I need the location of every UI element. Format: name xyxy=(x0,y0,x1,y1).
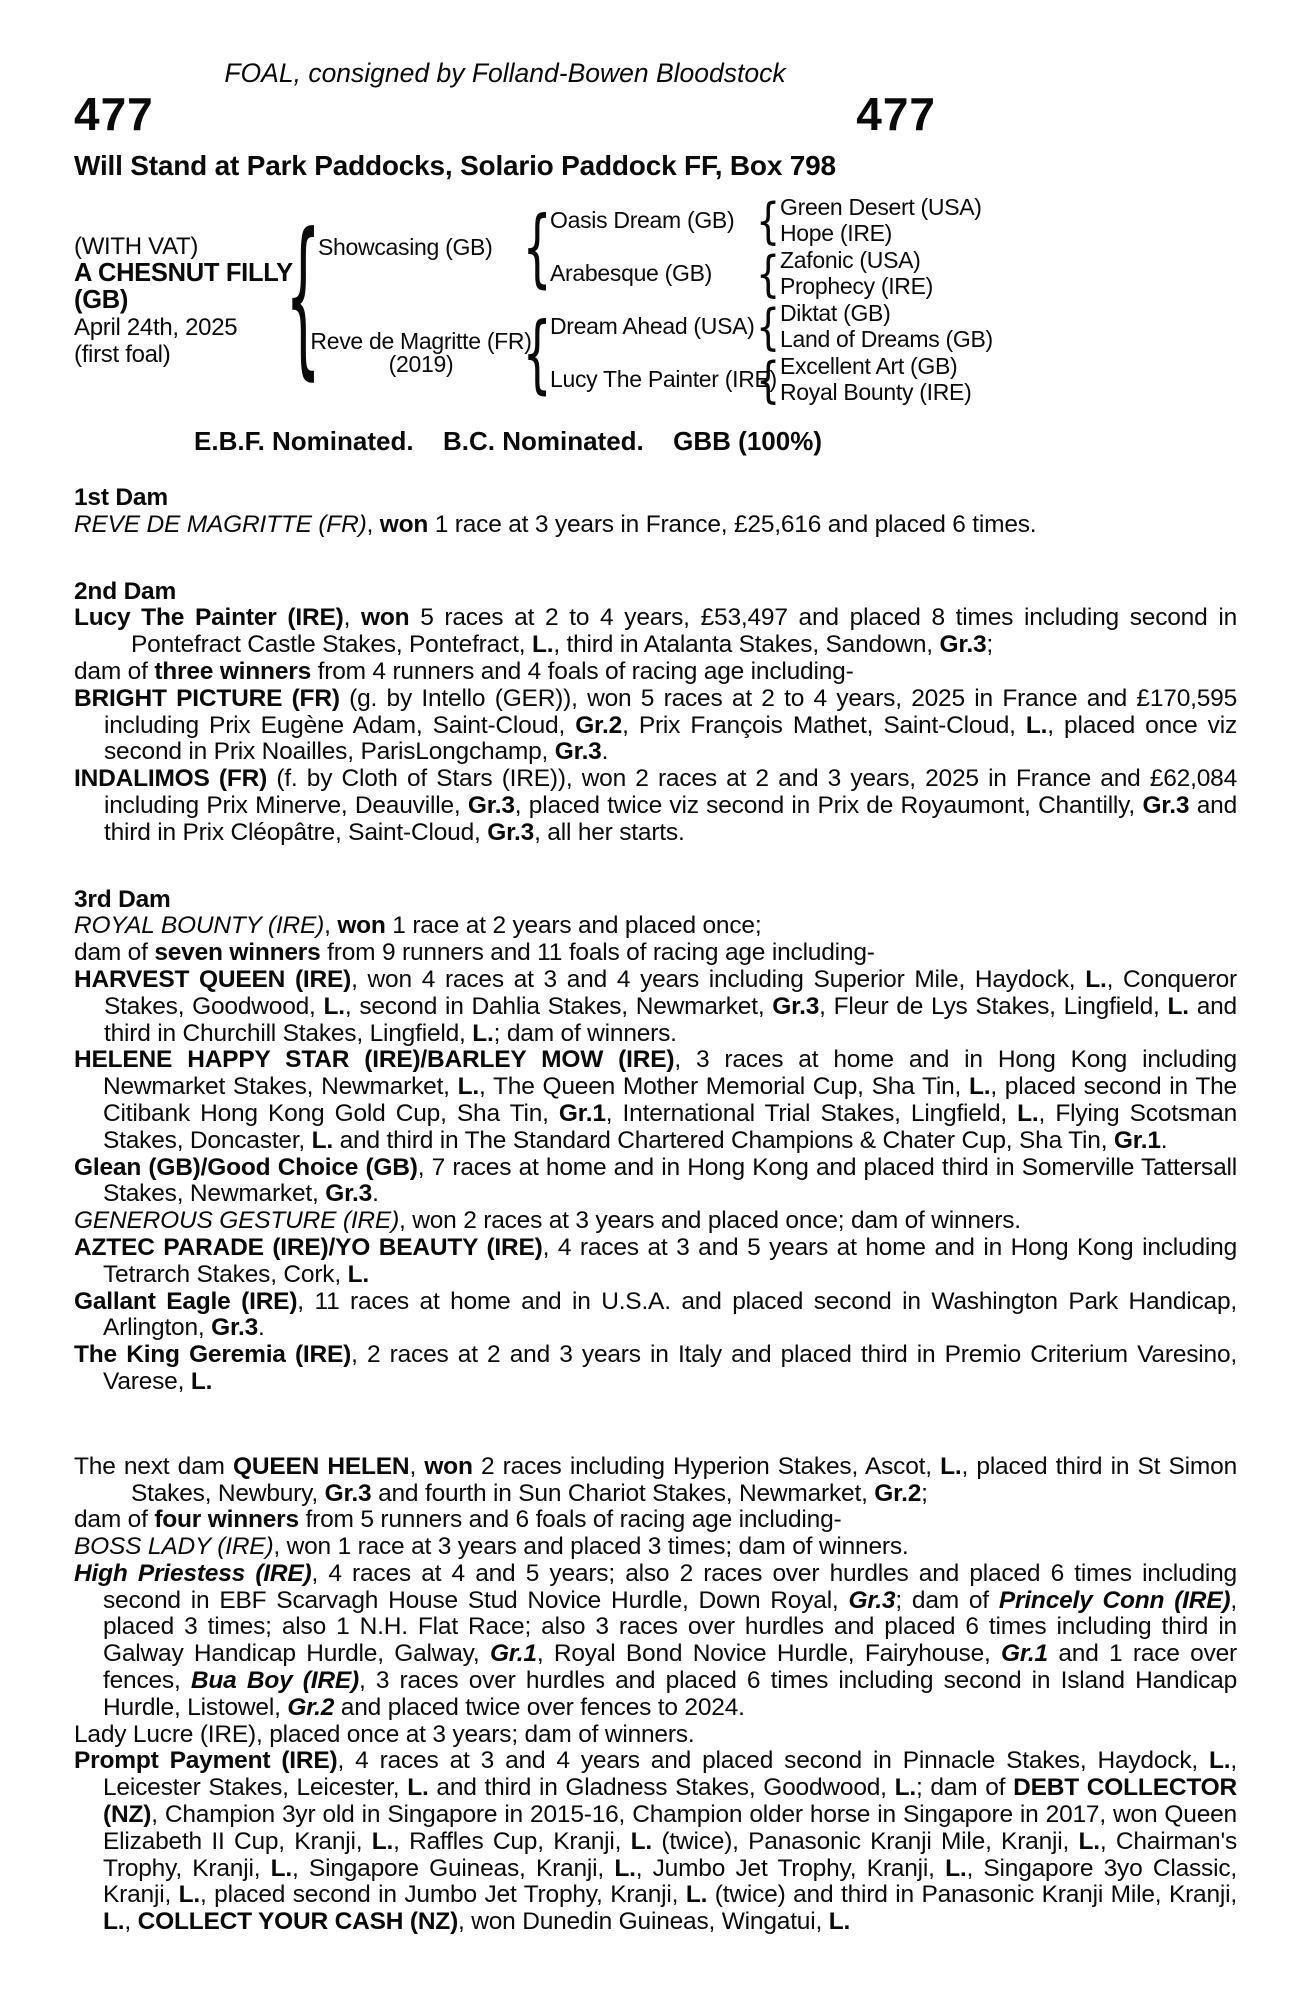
queen-helen-entry: The next dam QUEEN HELEN, won 2 races including Hyperion Stakes, Ascot, L., placed third in St Simon Stakes, Newbury, Gr.3 and fourth in Sun Chariot Stakes, Newmarket, Gr.2; xyxy=(74,1452,1237,1507)
consignor-line: FOAL, consigned by Folland-Bowen Bloodstock xyxy=(224,58,786,88)
grandsire-brace xyxy=(756,194,780,247)
dam-brace xyxy=(524,300,550,406)
lot-number-left: 477 xyxy=(74,88,154,140)
dam-name: Reve de Magritte (FR) xyxy=(310,328,532,354)
gallant-eagle-entry: Gallant Eagle (IRE), 11 races at home and in U.S.A. and placed second in Washington Park Handicap, Arlington, Gr.3. xyxy=(74,1287,1238,1342)
harvest-queen-entry: HARVEST QUEEN (IRE), won 4 races at 3 and 4 years including Superior Mile, Haydock, L., Conqueror Stakes, Goodwood, L., second in Dahlia Stakes, Newmarket, Gr.3, Fleur de Lys Stakes, Lingfield, L. and third in Churchill Stakes, Lingfield, L.; dam of winners. xyxy=(74,965,1237,1047)
ebf-nominated-label: E.B.F. Nominated. xyxy=(194,426,414,456)
gbb-label: GBB (100%) xyxy=(673,426,822,456)
dam-year: (2019) xyxy=(388,351,454,377)
great-grandparent-name: Diktat (GB) xyxy=(780,299,891,326)
high-priestess-entry: High Priestess (IRE), 4 races at 4 and 5 years; also 2 races over hurdles and placed 6 times including second in EBF Scarvagh House Stud Novice Hurdle, Down Royal, Gr.3; dam of Princely Conn (IRE), placed 3 times; also 1 N.H. Flat Race; also 3 races over hurdles and placed 6 times including third in Galway Handicap Hurdle, Galway, Gr.1, Royal Bond Novice Hurdle, Fairyhouse, Gr.1 and 1 race over fences, Bua Boy (IRE), 3 races over hurdles and placed 6 times including second in Island Handicap Hurdle, Listowel, Gr.2 and placed twice over fences to 2024. xyxy=(74,1559,1238,1721)
sire-name: Showcasing (GB) xyxy=(318,233,493,260)
catalogue-body xyxy=(74,485,1237,1936)
helene-happy-star-entry: HELENE HAPPY STAR (IRE)/BARLEY MOW (IRE), 3 races at home and in Hong Kong including Newmarket Stakes, Newmarket, L., The Queen Mother Memorial Cup, Sha Tin, L., placed second in The Citibank Hong Kong Gold Cup, Sha Tin, Gr.1, International Trial Stakes, Lingfield, L., Flying Scotsman Stakes, Doncaster, L. and third in The Standard Chartered Champions & Chater Cup, Sha Tin, Gr.1. xyxy=(74,1046,1237,1154)
boss-lady-entry: BOSS LADY (IRE), won 1 race at 3 years and placed 3 times; dam of winners. xyxy=(74,1533,909,1561)
lucy-the-painter-entry: Lucy The Painter (IRE), won 5 races at 2 to 4 years, £53,497 and placed 8 times including second in Pontefract Castle Stakes, Pontefract, L., third in Atalanta Stakes, Sandown, Gr.3; xyxy=(74,604,1237,659)
bright-picture-entry: BRIGHT PICTURE (FR) (g. by Intello (GER)), won 5 races at 2 to 4 years, 2025 in France and £170,595 including Prix Eugène Adam, Saint-Cloud, Gr.2, Prix François Mathet, Saint-Cloud, L., placed once viz second in Prix Noailles, ParisLongchamp, Gr.3. xyxy=(74,684,1238,766)
lady-lucre-entry: Lady Lucre (IRE), placed once at 3 years; dam of winners. xyxy=(74,1720,695,1748)
granddam-brace xyxy=(756,247,780,300)
dam-of-seven-winners-line: dam of seven winners from 9 runners and 11 foals of racing age including- xyxy=(74,939,875,967)
foal-note: (first foal) xyxy=(74,340,171,368)
royal-bounty-entry: ROYAL BOUNTY (IRE), won 1 race at 2 years and placed once; xyxy=(74,912,762,940)
king-geremia-entry: The King Geremia (IRE), 2 races at 2 and 3 years in Italy and placed third in Premio Criterium Varesino, Varese, L. xyxy=(74,1341,1237,1395)
section-gap xyxy=(74,539,1237,579)
dam-of-four-winners-line: dam of four winners from 5 runners and 6 foals of racing age including- xyxy=(74,1506,842,1534)
second-dam-heading: 2nd Dam xyxy=(74,577,177,605)
stand-location-line: Will Stand at Park Paddocks, Solario Paddock FF, Box 798 xyxy=(74,150,836,181)
great-grandparent-name: Hope (IRE) xyxy=(780,220,893,247)
great-grandparent-name: Green Desert (USA) xyxy=(780,193,982,220)
aztec-parade-entry: AZTEC PARADE (IRE)/YO BEAUTY (IRE), 4 races at 3 and 5 years at home and in Hong Kong including Tetrarch Stakes, Cork, L. xyxy=(74,1233,1238,1288)
vat-note: (WITH VAT) xyxy=(74,232,199,260)
reve-de-magritte-entry: REVE DE MAGRITTE (FR), won 1 race at 3 years in France, £25,616 and placed 6 times. xyxy=(74,510,1037,538)
bc-nominated-label: B.C. Nominated. xyxy=(442,426,644,456)
lot-number-row xyxy=(74,88,936,140)
lot-number-right: 477 xyxy=(856,88,936,140)
pedigree-main-brace xyxy=(288,194,318,406)
great-grandparent-name: Excellent Art (GB) xyxy=(780,352,958,379)
grandsire-name: Oasis Dream (GB) xyxy=(550,207,735,233)
foal-date: April 24th, 2025 xyxy=(74,313,238,341)
dam-block xyxy=(310,300,532,406)
damsire-name: Dream Ahead (USA) xyxy=(550,313,755,339)
generous-gesture-entry: GENEROUS GESTURE (IRE), won 2 races at 3 years and placed once; dam of winners. xyxy=(74,1207,1021,1235)
section-gap xyxy=(74,1396,1237,1454)
subject-name: A CHESNUT FILLY xyxy=(74,258,293,287)
dam-of-three-winners-line: dam of three winners from 4 runners and 4 foals of racing age including- xyxy=(74,657,854,685)
subject-name-suffix: (GB) xyxy=(74,285,129,314)
glean-entry: Glean (GB)/Good Choice (GB), 7 races at home and in Hong Kong and placed third in Somerville Tattersall Stakes, Newmarket, Gr.3. xyxy=(74,1153,1238,1208)
great-grandparent-name: Land of Dreams (GB) xyxy=(780,326,993,353)
prompt-payment-entry: Prompt Payment (IRE), 4 races at 3 and 4 years and placed second in Pinnacle Stakes, Haydock, L., Leicester Stakes, Leicester, L. and third in Gladness Stakes, Goodwood, L.; dam of DEBT COLLECTOR (NZ), Champion 3yr old in Singapore in 2015-16, Champion older horse in Singapore in 2017, won Queen Elizabeth II Cup, Kranji, L., Raffles Cup, Kranji, L. (twice), Panasonic Kranji Mile, Kranji, L., Chairman's Trophy, Kranji, L., Singapore Guineas, Kranji, L., Jumbo Jet Trophy, Kranji, L., Singapore 3yo Classic, Kranji, L., placed second in Jumbo Jet Trophy, Kranji, L. (twice) and third in Panasonic Kranji Mile, Kranji, L., COLLECT YOUR CASH (NZ), won Dunedin Guineas, Wingatui, L. xyxy=(74,1747,1238,1936)
second-dam-name: Lucy The Painter (IRE) xyxy=(550,366,777,392)
great-grandparent-name: Prophecy (IRE) xyxy=(780,273,934,300)
subject-block xyxy=(74,194,293,406)
great-grandparent-name: Royal Bounty (IRE) xyxy=(780,379,972,406)
second-dam-brace xyxy=(756,353,780,406)
nominations-row xyxy=(194,426,822,457)
granddam-name: Arabesque (GB) xyxy=(550,260,712,286)
page-header xyxy=(74,58,936,182)
section-gap xyxy=(74,847,1237,887)
first-dam-heading: 1st Dam xyxy=(74,484,168,511)
pedigree-table xyxy=(74,193,993,406)
third-dam-heading: 3rd Dam xyxy=(74,885,171,913)
sire-brace xyxy=(524,194,550,300)
damsire-brace xyxy=(756,300,780,353)
great-grandparent-name: Zafonic (USA) xyxy=(780,246,921,273)
indalimos-entry: INDALIMOS (FR) (f. by Cloth of Stars (IRE)), won 2 races at 2 and 3 years, 2025 in France and £62,084 including Prix Minerve, Deauville, Gr.3, placed twice viz second in Prix de Royaumont, Chantilly, Gr.3 and third in Prix Cléopâtre, Saint-Cloud, Gr.3, all her starts. xyxy=(74,765,1238,846)
